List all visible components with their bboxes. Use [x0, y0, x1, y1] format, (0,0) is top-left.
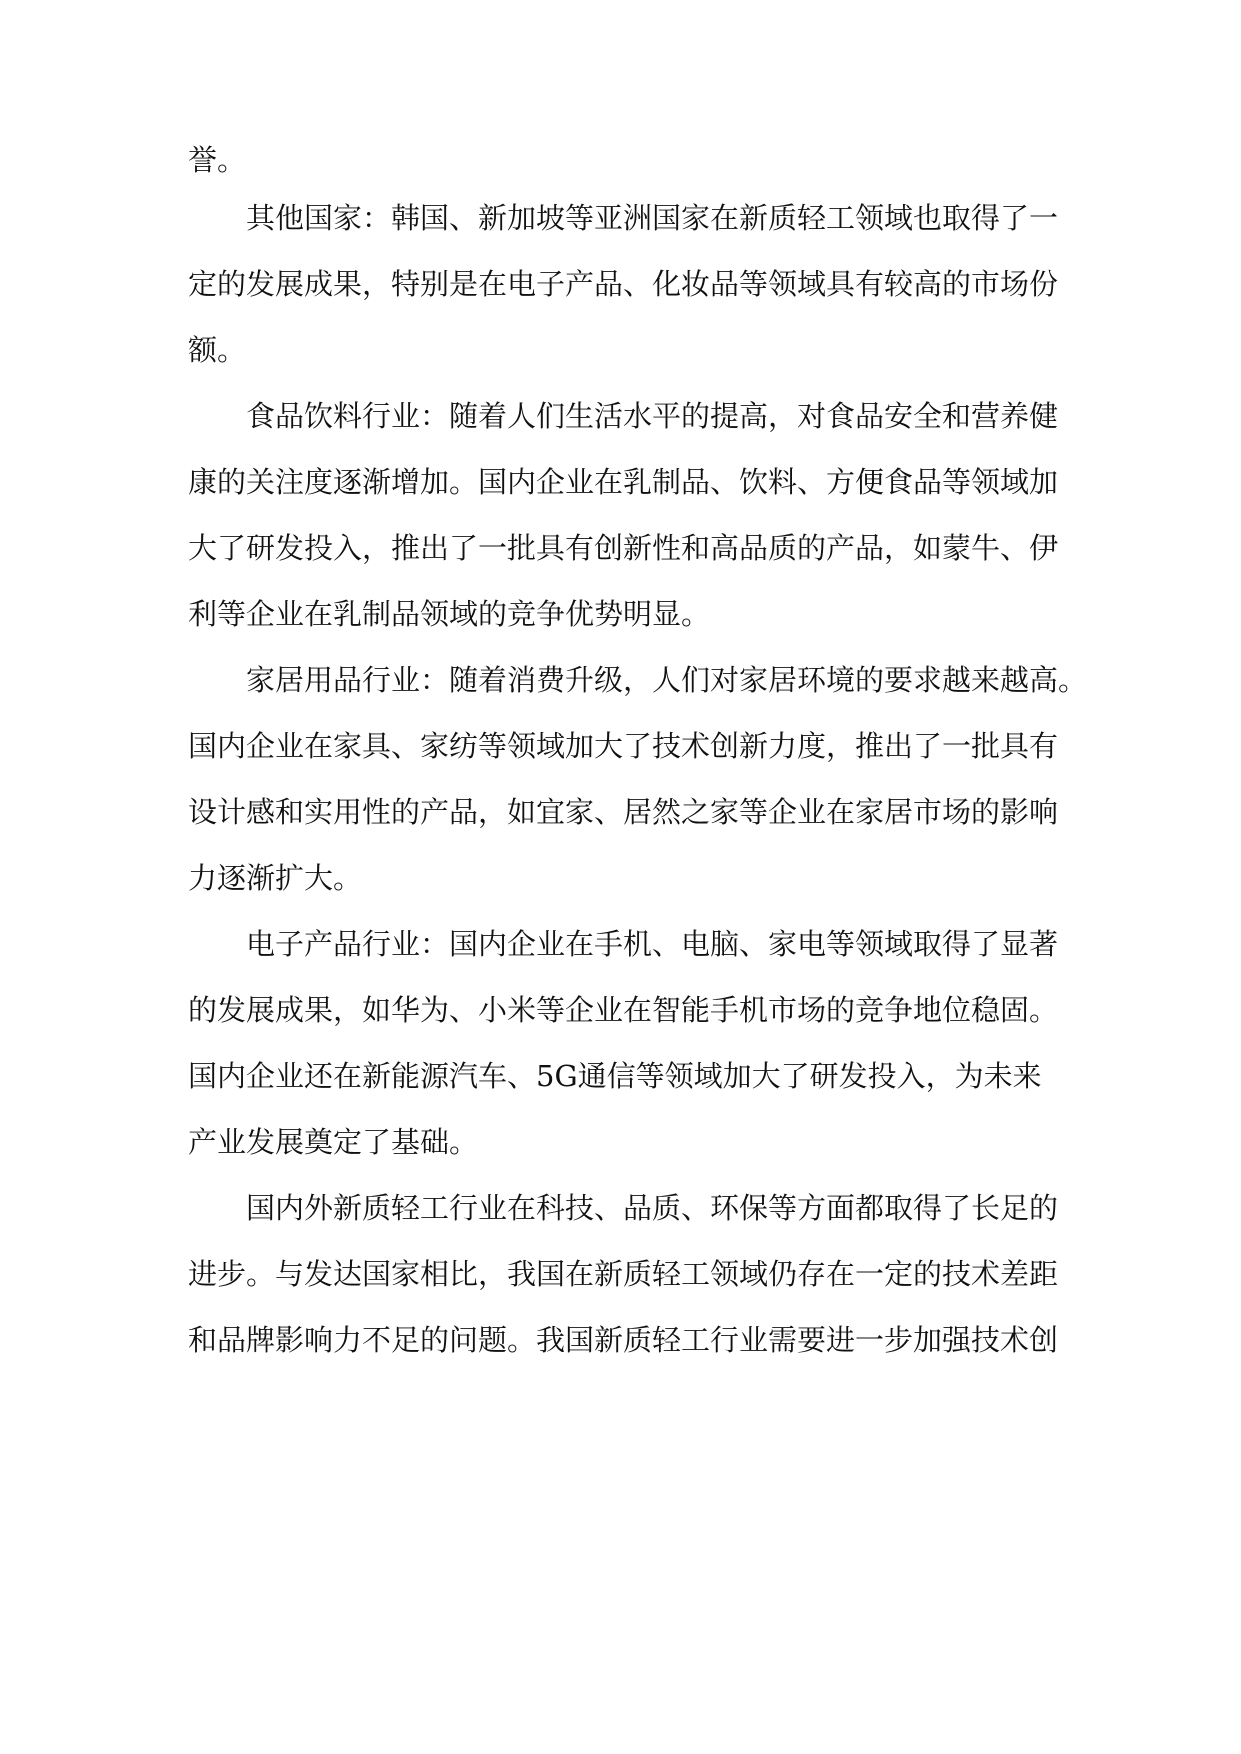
paragraph-first-line: 食品饮料行业：随着人们生活水平的提高，对食品安全和营养健	[246, 399, 1059, 433]
text-line: 国内企业在家具、家纺等领域加大了技术创新力度，推出了一批具有	[188, 729, 1059, 763]
text-line: 誉。	[188, 143, 247, 177]
text-line: 设计感和实用性的产品，如宜家、居然之家等企业在家居市场的影响	[188, 795, 1059, 829]
paragraph-first-line: 家居用品行业：随着消费升级，人们对家居环境的要求越来越高。	[246, 663, 1088, 697]
text-line: 利等企业在乳制品领域的竞争优势明显。	[188, 597, 711, 631]
text-line: 额。	[188, 333, 247, 367]
paragraph-first-line: 电子产品行业：国内企业在手机、电脑、家电等领域取得了显著	[246, 927, 1059, 961]
text-line: 大了研发投入，推出了一批具有创新性和高品质的产品，如蒙牛、伊	[188, 531, 1059, 565]
text-line: 的发展成果，如华为、小米等企业在智能手机市场的竞争地位稳固。	[188, 993, 1059, 1027]
text-line: 和品牌影响力不足的问题。我国新质轻工行业需要进一步加强技术创	[188, 1323, 1059, 1357]
text-line: 产业发展奠定了基础。	[188, 1125, 479, 1159]
text-line: 进步。与发达国家相比，我国在新质轻工领域仍存在一定的技术差距	[188, 1257, 1059, 1291]
paragraph-first-line: 国内外新质轻工行业在科技、品质、环保等方面都取得了长足的	[246, 1191, 1059, 1225]
text-line: 力逐渐扩大。	[188, 861, 363, 895]
text-line: 康的关注度逐渐增加。国内企业在乳制品、饮料、方便食品等领域加	[188, 465, 1059, 499]
paragraph-first-line: 其他国家：韩国、新加坡等亚洲国家在新质轻工领域也取得了一	[246, 201, 1059, 235]
text-line: 定的发展成果，特别是在电子产品、化妆品等领域具有较高的市场份	[188, 267, 1059, 301]
text-line: 国内企业还在新能源汽车、5G通信等领域加大了研发投入，为未来	[188, 1059, 1042, 1093]
